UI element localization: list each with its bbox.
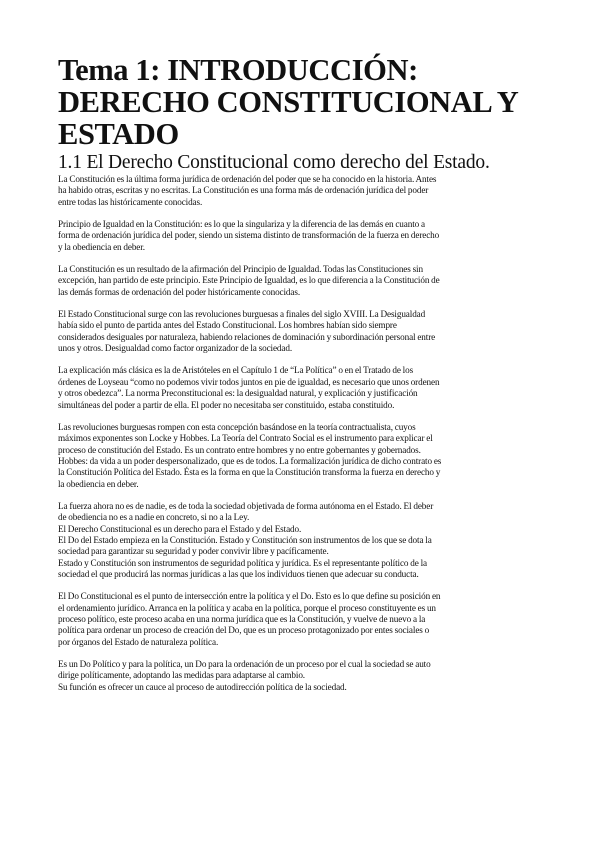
text-line: Estado y Constitución son instrumentos de seguridad política y jurídica. Es el representante político de la [58,557,427,568]
title-line: Tema 1: INTRODUCCIÓN: [58,53,418,87]
text-line: órdenes de Loyseau “como no podemos vivir todos juntos en pie de igualdad, es necesario que unos ordenen [58,376,440,387]
text-line: ha habido otras, escritas y no escritas. La Constitución es una forma más de ordenación jurídica del poder [58,185,429,196]
text-line: el ordenamiento jurídico. Arranca en la política y acaba en la política, porque el proceso constituyente es un [58,602,436,613]
document-body [58,174,549,693]
text-line: las demás formas de ordenación del poder históricamente conocidas. [58,286,300,297]
text-line: Las revoluciones burguesas rompen con esta concepción basándose en la teoría contractualista, cuyos [58,421,416,432]
text-line: considerados desiguales por naturaleza, habiendo relaciones de dominación y subordinación personal entre [58,331,436,342]
paragraph [58,365,549,410]
text-line: unos y otros. Desigualdad como factor organizador de la sociedad. [58,343,293,354]
text-line: entre todas las históricamente conocidas. [58,196,203,207]
text-line: sociedad el que producirá las normas jurídicas a las que los individuos tienen que adecuar su conducta. [58,568,419,579]
text-line: Principio de Igualdad en la Constitución: es lo que la singulariza y la diferencia de las demás en cuanto a [58,219,425,230]
text-line: máximos exponentes son Locke y Hobbes. La Teoría del Contrato Social es el instrumento para explicar el [58,433,433,444]
paragraph [58,501,549,580]
text-line: y otros obedezca”. La norma Preconstitucional es: la desigualdad natural, y explicación y justificación [58,388,418,399]
text-line: simultáneas del poder a partir de ella. El poder no necesitaba ser constituido, estaba constituido. [58,399,395,410]
text-line: excepción, han partido de este principio. Este Principio de Igualdad, es lo que diferencia a la Constitución de [58,275,440,286]
text-line: El Estado Constitucional surge con las revoluciones burguesas a finales del siglo XVIII. La Desigualdad [58,309,426,320]
text-line: El Do Constitucional es el punto de intersección entre la política y el Do. Esto es lo que define su posición en [58,591,441,602]
section-heading: 1.1 El Derecho Constitucional como derecho del Estado. [58,152,490,173]
paragraph [58,174,549,208]
text-line: dirige políticamente, adoptando las medidas para adaptarse al cambio. [58,670,305,681]
text-line: y la obediencia en deber. [58,241,145,252]
text-line: proceso de constitución del Estado. Es un contrato entre hombres y no entre gobernantes y gobernados. [58,444,421,455]
text-line: La explicación más clásica es la de Aristóteles en el Capítulo 1 de “La Política” o en el Tratado de los [58,365,414,376]
text-line: proceso político, este proceso acaba en una norma jurídica que es la Constitución, y vuelve de nuevo a la [58,614,426,624]
paragraph [58,422,549,490]
text-line: sociedad para garantizar su seguridad y poder convivir libre y pacíficamente. [58,546,329,557]
text-line: Hobbes: da vida a un poder despersonalizado, que es de todos. La formalización jurídica de dicho contrato es [58,455,442,466]
text-line: había sido el punto de partida antes del Estado Constitucional. Los hombres habían sido siempre [58,320,397,331]
text-line: Es un Do Político y para la política, un Do para la ordenación de un proceso por el cual la sociedad se auto [58,659,431,670]
paragraph [58,264,549,298]
text-line: Su función es ofrecer un cauce al proceso de autodirección política de la sociedad. [58,681,347,692]
paragraph [58,219,549,253]
text-line: la Constitución Política del Estado. Ésta es la forma en que la Constitución transforma la fuerza en derecho y [58,467,441,478]
paragraph [58,591,549,648]
text-line: El Derecho Constitucional es un derecho para el Estado y del Estado. [58,523,302,534]
text-line: por órganos del Estado de naturaleza política. [58,636,219,647]
text-line: de obediencia no es a nadie en concreto, si no a la Ley. [58,512,250,523]
title-line: ESTADO [58,117,179,151]
text-line: forma de ordenación jurídica del poder, siendo un sistema distinto de transformación de la fuerza en derecho [58,230,440,241]
paragraph [58,309,549,354]
text-line: La fuerza ahora no es de nadie, es de toda la sociedad objetivada de forma autónoma en el Estado. El deber [58,500,434,511]
text-line: La Constitución es un resultado de la afirmación del Principio de Igualdad. Todas las Constituciones sin [58,264,423,275]
text-line: la obediencia en deber. [58,478,139,489]
title-line: DERECHO CONSTITUCIONAL Y [58,85,519,119]
text-line: El Do del Estado empieza en la Constitución. Estado y Constitución son instrumentos de los que se dota la [58,534,432,545]
paragraph [58,659,549,693]
text-line: política para ordenar un proceso de creación del Do, que es un proceso protagonizado por entes sociales o [58,625,430,636]
document-title [58,54,549,150]
text-line: La Constitución es la última forma jurídica de ordenación del poder que se ha conocido en la historia. Antes [58,174,437,184]
